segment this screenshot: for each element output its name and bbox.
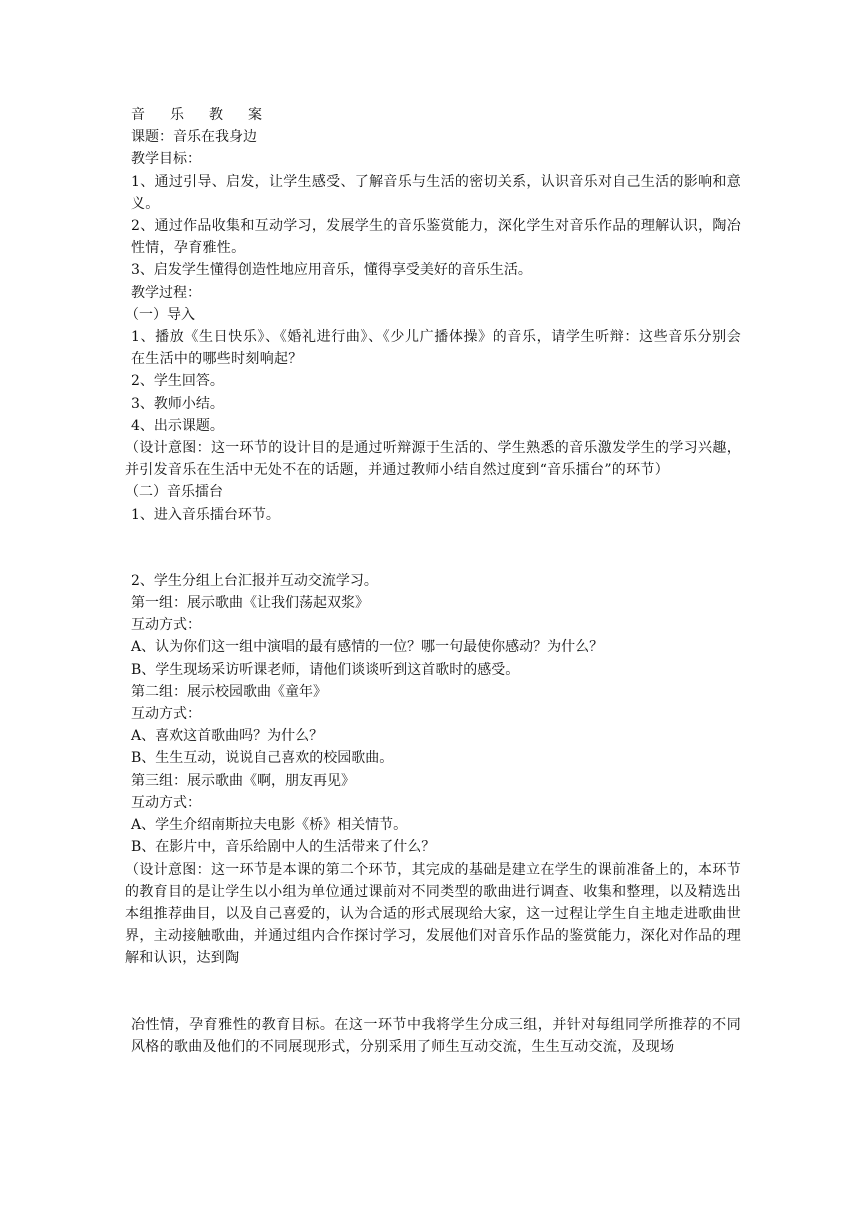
part1-item: 4、出示课题。 [131, 417, 224, 434]
lesson-topic: 课题：音乐在我身边 [131, 129, 257, 146]
part1-item: 1、播放《生日快乐》、《婚礼进行曲》、《少儿广播体操》的音乐，请学生听辩：这些音乐分别会在生活中的哪些时刻响起？ [131, 329, 741, 368]
part2-item: 2、学生分组上台汇报并互动交流学习。 [131, 572, 378, 589]
group1-title: 第一组：展示歌曲《让我们荡起双浆》 [131, 595, 369, 612]
group2-title: 第二组：展示校园歌曲《童年》 [131, 683, 327, 700]
goals-heading: 教学目标： [131, 151, 201, 168]
blank-space [131, 526, 741, 570]
goal-item: 2、通过作品收集和互动学习，发展学生的音乐鉴赏能力，深化学生对音乐作品的理解认识，陶冶性情，孕育雅性。 [131, 218, 741, 257]
group3-option-a: A、学生介绍南斯拉夫电影《桥》相关情节。 [131, 817, 408, 834]
group2-option-b: B、生生互动，说说自己喜欢的校园歌曲。 [131, 750, 394, 767]
part1-item: 2、学生回答。 [131, 373, 224, 390]
part1-heading: （一）导入 [125, 306, 195, 323]
group3-mode: 互动方式： [131, 794, 201, 811]
part2-design-note-continued: 冶性情，孕育雅性的教育目标。在这一环节中我将学生分成三组，并针对每组同学所推荐的不同风格的歌曲及他们的不同展现形式，分别采用了师生互动交流，生生互动交流，及现场 [131, 1016, 741, 1055]
group3-option-b: B、在影片中，音乐给剧中人的生活带来了什么？ [131, 839, 436, 856]
goal-item: 3、启发学生懂得创造性地应用音乐，懂得享受美好的音乐生活。 [131, 262, 532, 279]
part2-item: 1、进入音乐擂台环节。 [131, 506, 280, 523]
group2-option-a: A、喜欢这首歌曲吗？为什么？ [131, 728, 324, 745]
part1-design-note: （设计意图：这一环节的设计目的是通过听辩源于生活的、学生熟悉的音乐激发学生的学习兴趣，并引发音乐在生活中无处不在的话题，并通过教师小结自然过度到“音乐擂台”的环节） [125, 440, 741, 479]
part2-design-note: （设计意图：这一环节是本课的第二个环节，其完成的基础是建立在学生的课前准备上的，本环节的教育目的是让学生以小组为单位通过课前对不同类型的歌曲进行调查、收集和整理，以及精选出本组推荐曲目，以及自己喜爱的，认为合适的形式展现给大家，这一过程让学生自主地走进歌曲世界，主动接触歌曲，并通过组内合作探讨学习，发展他们对音乐作品的鉴赏能力，深化对作品的理解和认识，达到陶 [125, 861, 741, 967]
group1-option-b: B、学生现场采访听课老师，请他们谈谈听到这首歌时的感受。 [131, 661, 520, 678]
part2-heading: （二）音乐擂台 [125, 484, 223, 501]
part1-item: 3、教师小结。 [131, 395, 224, 412]
goal-item: 1、通过引导、启发，让学生感受、了解音乐与生活的密切关系，认识音乐对自己生活的影响和意义。 [131, 173, 741, 212]
group1-mode: 互动方式： [131, 617, 201, 634]
group2-mode: 互动方式： [131, 706, 201, 723]
group3-title: 第三组：展示歌曲《啊，朋友再见》 [131, 772, 355, 789]
group1-option-a: A、认为你们这一组中演唱的最有感情的一位？哪一句最使你感动？为什么？ [131, 639, 604, 656]
blank-space [131, 970, 741, 1014]
process-heading: 教学过程： [131, 284, 201, 301]
lesson-plan-document [125, 104, 741, 1058]
document-title: 音乐教案 [131, 107, 287, 123]
